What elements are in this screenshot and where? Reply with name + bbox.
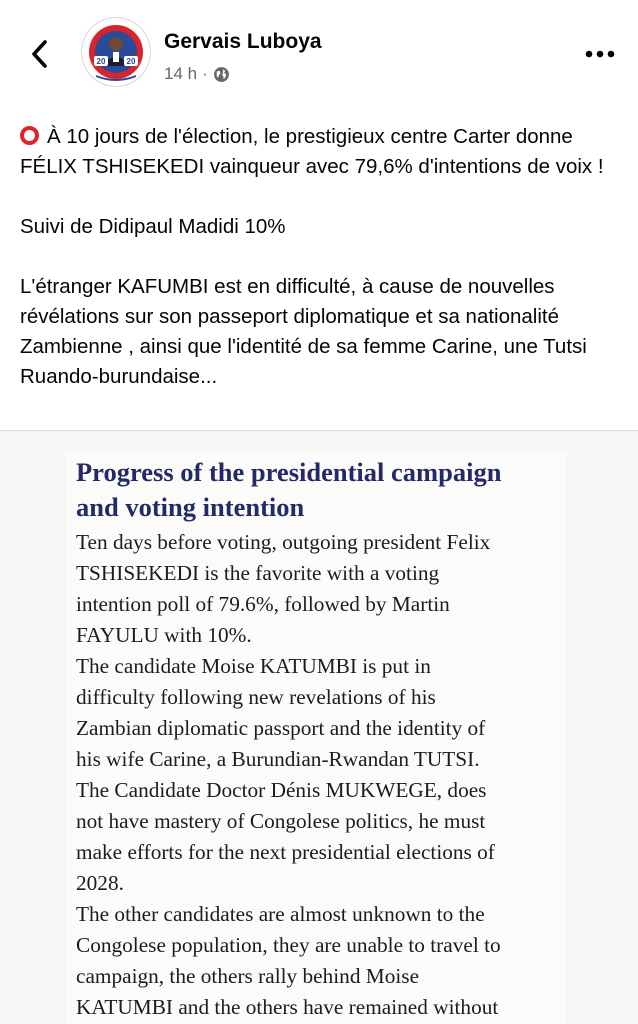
clipping-title: [76, 455, 566, 525]
clipping-body: [76, 527, 566, 1023]
post-paragraph: [20, 122, 628, 182]
back-button[interactable]: [24, 36, 56, 72]
clipping-line: difficulty following new revelations of his: [76, 685, 436, 709]
campaign-logo-image: [82, 18, 150, 86]
clipping-line: his wife Carine, a Burundian-Rwandan TUTSI.: [76, 747, 480, 771]
avatar-badge-left: 20: [96, 57, 106, 66]
avatar-badge-right: 20: [126, 57, 136, 66]
clipping-line: not have mastery of Congolese politics, he must: [76, 809, 486, 833]
post-paragraph: Suivi de Didipaul Madidi 10%: [20, 215, 286, 238]
clipping-title-line: and voting intention: [76, 492, 305, 522]
clipping-line: Zambian diplomatic passport and the identity of: [76, 716, 486, 740]
clipping-line: The Candidate Doctor Dénis MUKWEGE, does: [76, 778, 487, 802]
clipping-line: TSHISEKEDI is the favorite with a voting: [76, 561, 440, 585]
post-meta: [164, 64, 230, 84]
more-options-button[interactable]: [580, 40, 620, 68]
more-horizontal-icon: [584, 49, 616, 59]
post-header: [0, 0, 638, 110]
clipping-line: Ten days before voting, outgoing president Felix: [76, 530, 491, 554]
clipping-line: The other candidates are almost unknown to the: [76, 902, 485, 926]
globe-icon[interactable]: [213, 66, 230, 83]
clipping-line: FAYULU with 10%.: [76, 623, 252, 647]
post-paragraph-text: À 10 jours de l'élection, le prestigieux centre Carter donne FÉLIX TSHISEKEDI vainqueur avec 79,6% d'intentions de voix !: [20, 125, 604, 178]
chevron-left-icon: [29, 39, 51, 69]
post-time[interactable]: 14 h: [164, 64, 198, 83]
clipping-line: KATUMBI and the others have remained without: [76, 995, 499, 1019]
clipping-line: Congolese population, they are unable to travel to: [76, 933, 501, 957]
post-image[interactable]: [0, 431, 638, 1024]
clipping-line: intention poll of 79.6%, followed by Martin: [76, 592, 450, 616]
clipping-title-line: Progress of the presidential campaign: [76, 457, 502, 487]
red-circle-icon: [20, 126, 39, 145]
clipping-line: 2028.: [76, 871, 124, 895]
meta-separator: ·: [202, 64, 208, 83]
news-clipping: [66, 451, 566, 1024]
clipping-line: make efforts for the next presidential elections of: [76, 840, 495, 864]
author-name[interactable]: Gervais Luboya: [164, 30, 322, 53]
post-text: [20, 122, 628, 392]
clipping-line: The candidate Moise KATUMBI is put in: [76, 654, 431, 678]
clipping-line: campaign, the others rally behind Moise: [76, 964, 420, 988]
post-paragraph: L'étranger KAFUMBI est en difficulté, à cause de nouvelles révélations sur son passeport diplomatique et sa nationalité Zambienne , ainsi que l'identité de sa femme Carine, une Tutsi Ruando-burundaise...: [20, 275, 587, 388]
avatar[interactable]: [82, 18, 150, 86]
